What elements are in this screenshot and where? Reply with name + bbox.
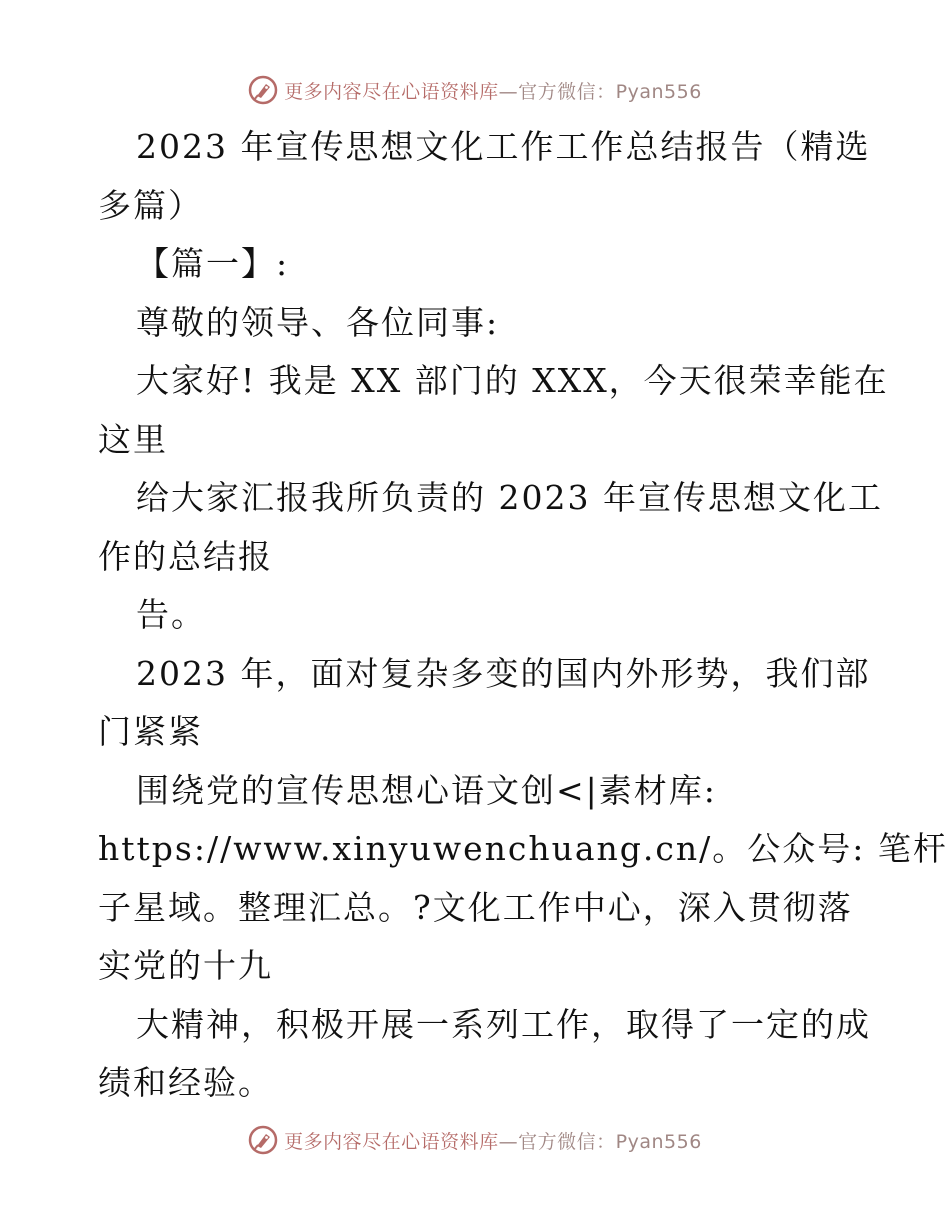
pen-nib-logo-icon (248, 75, 278, 105)
document-title-line-2: 多篇） (98, 185, 203, 225)
pen-nib-logo-icon (248, 1125, 278, 1155)
section-heading: 【篇一】: (136, 244, 290, 283)
body-line: 围绕党的宣传思想心语文创<|素材库: (136, 770, 717, 810)
body-line: 作的总结报 (98, 536, 273, 576)
body-line: 给大家汇报我所负责的 2023 年宣传思想文化工 (136, 478, 883, 517)
body-line: 告。 (136, 595, 206, 634)
watermark-banner-bottom (0, 1120, 950, 1160)
body-line: 子星域。整理汇总。?文化工作中心，深入贯彻落 (98, 887, 853, 927)
body-line: 实党的十九 (98, 946, 273, 985)
watermark-banner-top (0, 70, 950, 110)
watermark-text: 更多内容尽在心语资料库—官方微信：Pyan556 (284, 1130, 702, 1153)
body-line: 大精神，积极开展一系列工作，取得了一定的成 (136, 1004, 871, 1044)
document-body (98, 118, 948, 1113)
document-title-line-1: 2023 年宣传思想文化工作工作总结报告（精选 (136, 127, 871, 166)
body-line: 这里 (98, 419, 168, 459)
body-line: https://www.xinyuwenchuang.cn/。公众号: 笔杆 (98, 829, 948, 868)
watermark-text: 更多内容尽在心语资料库—官方微信：Pyan556 (284, 80, 702, 103)
body-line: 大家好! 我是 XX 部门的 XXX，今天很荣幸能在 (136, 361, 889, 400)
body-line: 门紧紧 (98, 712, 203, 751)
body-line: 2023 年，面对复杂多变的国内外形势，我们部 (136, 653, 871, 693)
salutation: 尊敬的领导、各位同事: (136, 302, 500, 342)
body-line: 绩和经验。 (98, 1063, 273, 1102)
